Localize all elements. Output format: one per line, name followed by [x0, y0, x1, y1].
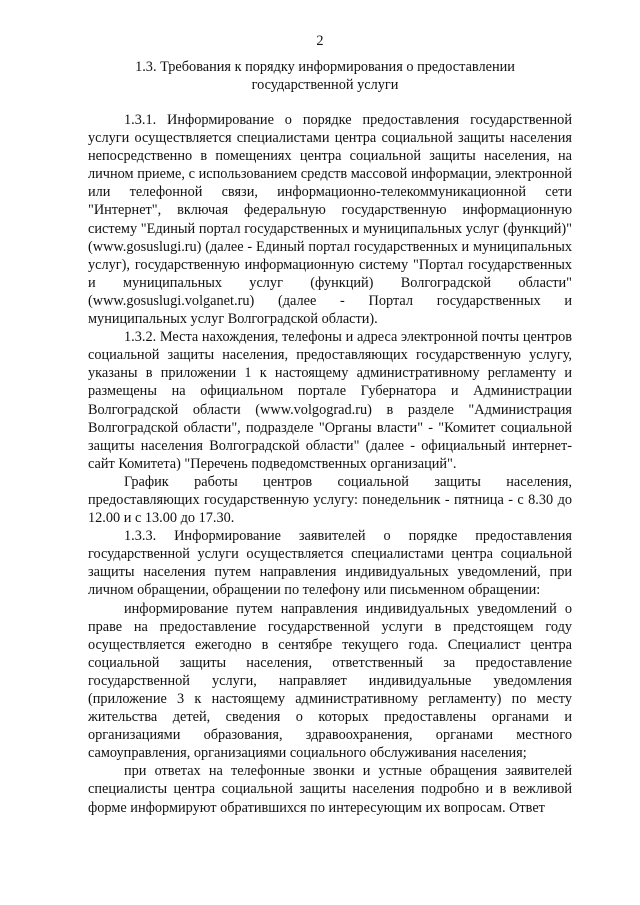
paragraph-1-3-3: 1.3.3. Информирование заявителей о порядке предоставления государственной услуги осуществляется специалистами центра социальной защиты населения путем направления индивидуальных уведомлений, при личном обращении, обращении по телефону или письменном обращении: — [88, 528, 572, 599]
paragraph-individual-notifications: информирование путем направления индивидуальных уведомлений о праве на предоставление государственной услуги в предстоящем году осуществляется ежегодно в сентябре текущего года. Специалист центра социальной защиты населения, ответственный за предоставление государственной услуги, направляет индивидуальные уведомления (приложение 3 к настоящему административному регламенту) по месту жительства детей, сведения о которых предоставлены органами и организациями образования, здравоохранения, органами местного самоуправления, организациями социального обслуживания населения; — [88, 600, 572, 762]
section-heading: 1.3. Требования к порядку информирования о предоставлении государственной услуги — [135, 59, 515, 94]
document-body — [88, 111, 572, 817]
page-number: 2 — [316, 33, 324, 49]
paragraph-1-3-2: 1.3.2. Места нахождения, телефоны и адреса электронной почты центров социальной защиты населения, предоставляющих государственную услугу, указаны в приложении 1 к настоящему административному регламенту и размещены на официальном портале Губернатора и Администрации Волгоградской области (www.volgograd.ru) в разделе "Администрация Волгоградской области", подразделе "Органы власти" - "Комитет социальной защиты населения Волгоградской области" (далее - официальный интернет-сайт Комитета) "Перечень подведомственных организаций". — [88, 329, 572, 472]
paragraph-work-schedule: График работы центров социальной защиты населения, предоставляющих государственную услугу: понедельник - пятница - с 8.30 до 12.00 и с 13.00 до 17.30. — [88, 473, 572, 527]
paragraph-1-3-1: 1.3.1. Информирование о порядке предоставления государственной услуги осуществляется специалистами центра социальной защиты населения непосредственно в помещениях центра социальной защиты населения, на личном приеме, с использованием средств массовой информации, электронной или телефонной связи, информационно-телекоммуникационной сети "Интернет", включая федеральную государственную информационную систему "Единый портал государственных и муниципальных услуг (функций)" (www.gosuslugi.ru) (далее - Единый портал государственных и муниципальных услуг), государственную информационную систему "Портал государственных и муниципальных услуг (функций) Волгоградской области" (www.gosuslugi.volganet.ru) (далее - Портал государственных и муниципальных услуг Волгоградской области). — [88, 112, 572, 328]
paragraph-phone-inquiries: при ответах на телефонные звонки и устные обращения заявителей специалисты центра социальной защиты населения подробно и в вежливой форме информируют обратившихся по интересующим их вопросам. Ответ — [88, 763, 572, 816]
